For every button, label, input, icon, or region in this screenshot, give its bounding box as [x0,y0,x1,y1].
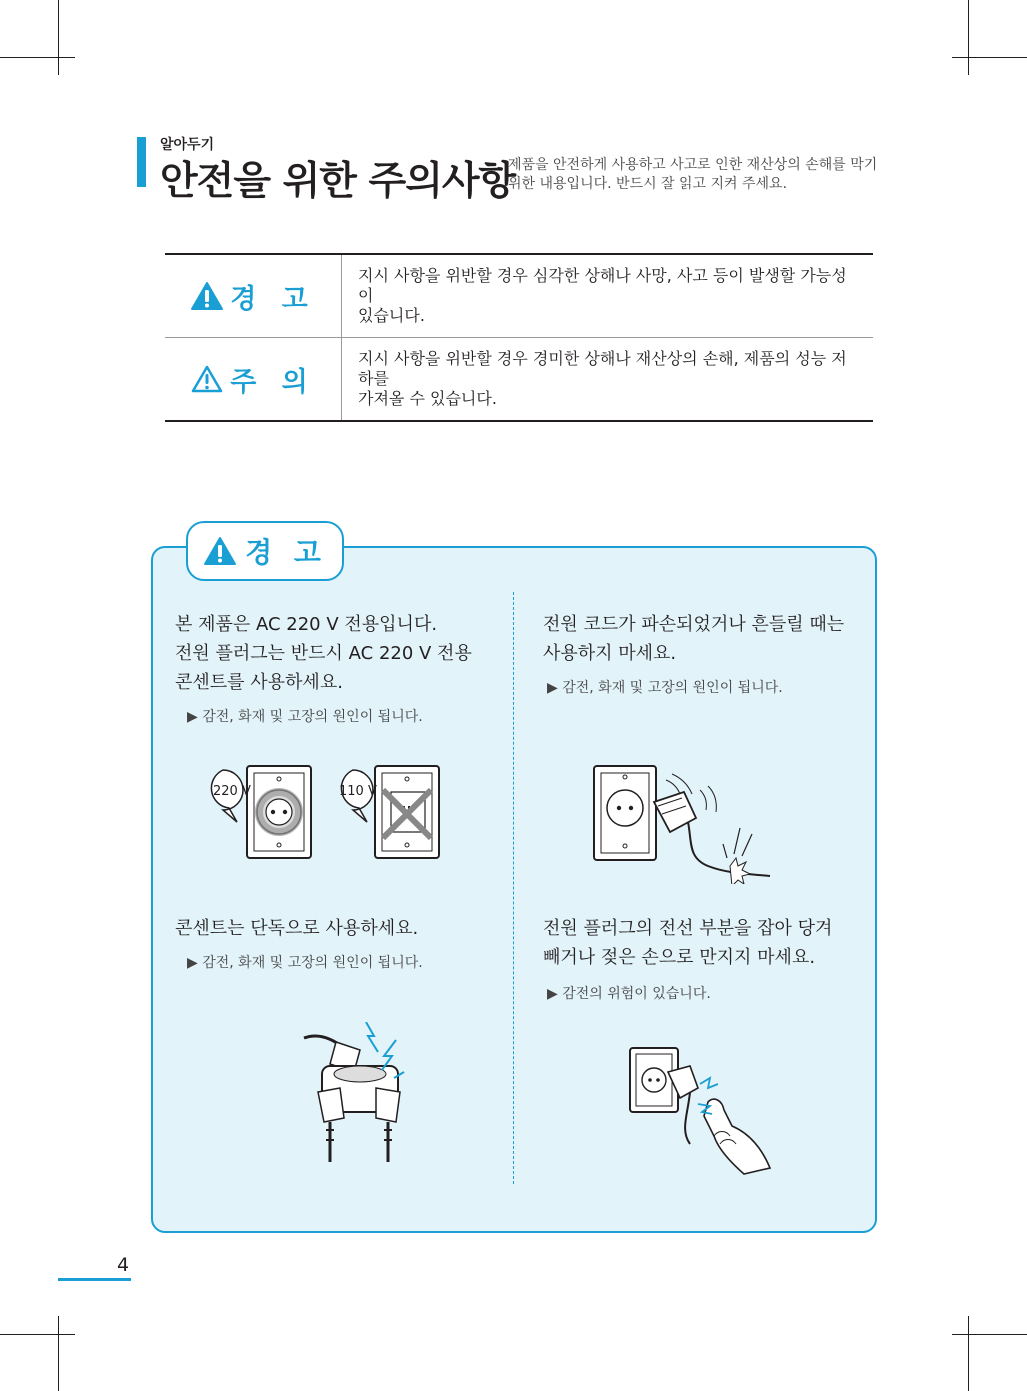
legend-row-caution: 주 의 지시 사항을 위반할 경우 경미한 상해나 재산상의 손해, 제품의 성능 저하를 가져올 수 있습니다. [165,337,873,420]
title-accent-bar [137,137,146,187]
item-note: ▶ 감전, 화재 및 고장의 원인이 됩니다. [547,680,783,696]
crop-mark [58,1316,59,1391]
warning-badge-label: 경 고 [245,536,327,569]
damaged-cord-illustration [592,762,772,884]
warning-filled-icon [203,536,237,566]
crop-mark [0,57,75,58]
crop-mark [968,1316,969,1391]
legend-row-warning: 경 고 지시 사항을 위반할 경우 심각한 상해나 사망, 사고 등이 발생할 가능성이 있습니다. [165,255,873,337]
item-heading: 본 제품은 AC 220 V 전용입니다. 전원 플러그는 반드시 AC 220 V 전용 콘센트를 사용하세요. [175,614,472,693]
wet-hand-plug-illustration [628,1044,774,1178]
page-number-underline [58,1278,131,1281]
item-heading: 전원 플러그의 전선 부분을 잡아 당겨 빼거나 젖은 손으로 만지지 마세요. [543,918,833,968]
item-note: ▶ 감전, 화재 및 고장의 원인이 됩니다. [187,955,423,971]
label-220v: 220 V [213,784,251,799]
section-kicker: 알아두기 [160,137,215,153]
crop-mark [952,57,1027,58]
page-number: 4 [117,1254,130,1276]
label-110v: 110 V [339,784,377,799]
legend-key-caution: 주 의 [230,366,316,398]
symbol-legend-table [165,253,873,422]
item-heading: 전원 코드가 파손되었거나 흔들릴 때는 사용하지 마세요. [543,614,845,664]
item-heading: 콘센트는 단독으로 사용하세요. [175,918,419,939]
legend-desc-caution: 지시 사항을 위반할 경우 경미한 상해나 재산상의 손해, 제품의 성능 저하를 [358,349,847,388]
intro-text: 제품을 안전하게 사용하고 사고로 인한 재산상의 손해를 막기 위한 내용입니다. 반드시 잘 읽고 지켜 주세요. [508,157,878,192]
crop-mark [0,1334,75,1335]
outlet-voltage-illustration [205,762,445,862]
caution-outline-icon [190,364,224,394]
legend-desc-warning: 지시 사항을 위반할 경우 심각한 상해나 사망, 사고 등이 발생할 가능성이 [358,266,847,305]
legend-key-warning: 경 고 [230,283,316,315]
warning-filled-icon [190,281,224,311]
item-note: ▶ 감전의 위험이 있습니다. [547,986,711,1002]
multi-tap-illustration [300,1022,420,1166]
column-divider [513,592,514,1184]
item-note: ▶ 감전, 화재 및 고장의 원인이 됩니다. [187,709,423,725]
warning-badge [186,521,344,581]
crop-mark [58,0,59,75]
crop-mark [968,0,969,75]
crop-mark [952,1334,1027,1335]
page-title: 안전을 위한 주의사항 [160,159,516,204]
